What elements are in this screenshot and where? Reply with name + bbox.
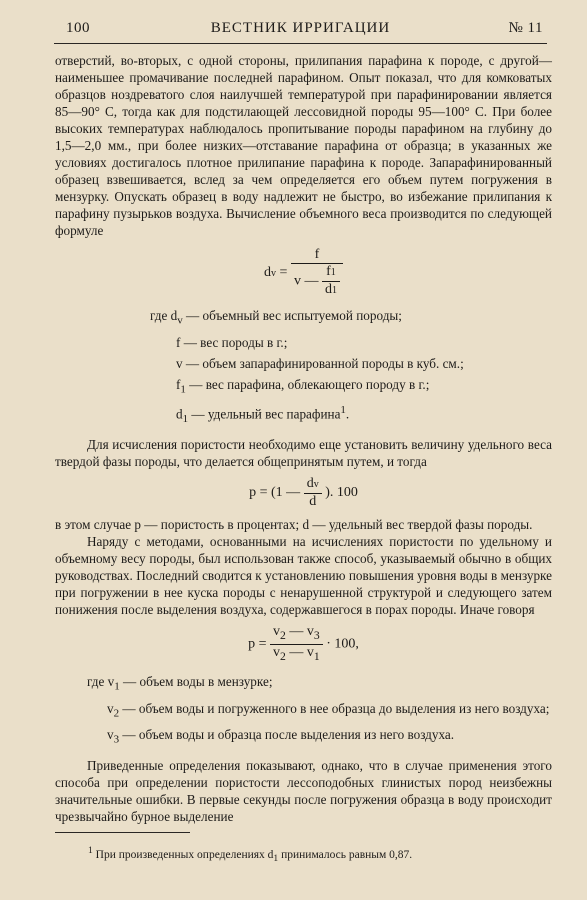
page-number: 100 [66, 20, 90, 36]
definition-item: f — вес породы в г.; [176, 334, 288, 350]
journal-title: ВЕСТНИК ИРРИГАЦИИ [210, 20, 391, 36]
definition-item: $f_1$ — вес парафина, облекающего породу в г.; [176, 376, 430, 396]
definitions-list-1 [150, 305, 552, 430]
paragraph-5: Приведенные определения показывают, однако, что в случае применения этого способа при определении пористости лессоподобных глинистых пород неизбежны значительные ошибки. В первые секунды после погружения образца в воду происходит чрезвычайно бурное выделение [55, 757, 552, 824]
definition-item: $v_3$ — объем воды и образца после выделения из него воздуха. [107, 727, 455, 746]
page-header [54, 20, 547, 42]
header-rule [54, 43, 547, 44]
definition-item: $d_1$ — удельный вес парафина$^1$. [176, 404, 350, 426]
paragraph-2: Для исчисления пористости необходимо еще установить величину удельного веса твердой фазы породы, что делается общепринятым путем, и тогда [55, 437, 552, 470]
definitions-list-2 [87, 671, 552, 751]
formula-volume-weight: dv = f v — $\frac{f1}{d1}$ [55, 247, 552, 299]
footnote: $^1$ При произведенных определениях $d_1$ принималось равным 0,87. [88, 845, 413, 865]
definition-item: $v_2$ — объем воды и погруженного в нее образца до выделения из него воздуха; [107, 700, 550, 720]
article-body [55, 52, 552, 825]
formula-porosity-1: p = (1 — $\frac{dv}{d}$ ). 100 [249, 476, 358, 510]
formula-porosity-2: p = $\frac{v_2 — v_3}{v_2 — v_1}$ · 100, [248, 624, 359, 663]
footnote-rule [55, 832, 190, 833]
paragraph-3: в этом случае p — пористость в процентах; d — удельный вес твердой фазы породы. [55, 517, 533, 533]
paragraph-1: отверстий, во-вторых, с одной стороны, прилипания парафина к породе, с другой—наименьшее промачивание последней парафином. Опыт показал, что для комковатых образцов ноздреватого слоя наилучшей температурой при парафинировании является 85—90° С, тогда как для подстилающей лессовидной породы 95—100° С. При более высоких температурах наблюдалось пропитывание породы парафином на глубину до 1,5—2,0 мм., при более низких—отставание парафина от образца; в указанных же условиях достигалось плотное прилипание парафина к породе. Запарафинированный образец взвешивается, вслед за чем определяется его объем путем погружения в мензурку. Опускать образец в воду надлежит не быстро, во избежание прилипания к парафину пузырьков воздуха. Вычисление объемного веса производится по следующей формуле [55, 53, 552, 238]
definition-item: где $d_v$ — объемный вес испытуемой породы; [150, 308, 402, 327]
definition-item: v — объем запарафинированной породы в куб. см.; [176, 355, 464, 371]
definition-item: где $v_1$ — объем воды в мензурке; [87, 673, 273, 693]
paragraph-4: Наряду с методами, основанными на исчислениях пористости по удельному и объемному весу породы, был использован также способ, указываемый обычно в общих руководствах. Последний сводится к установлению повышения уровня воды в мензурке при погружении в нее куска породы с ненарушенной структурой и следующего затем понижения после выделения воздуха, содержавшегося в порах породы. Иначе говоря [55, 534, 552, 618]
issue-number: № 11 [508, 20, 543, 36]
